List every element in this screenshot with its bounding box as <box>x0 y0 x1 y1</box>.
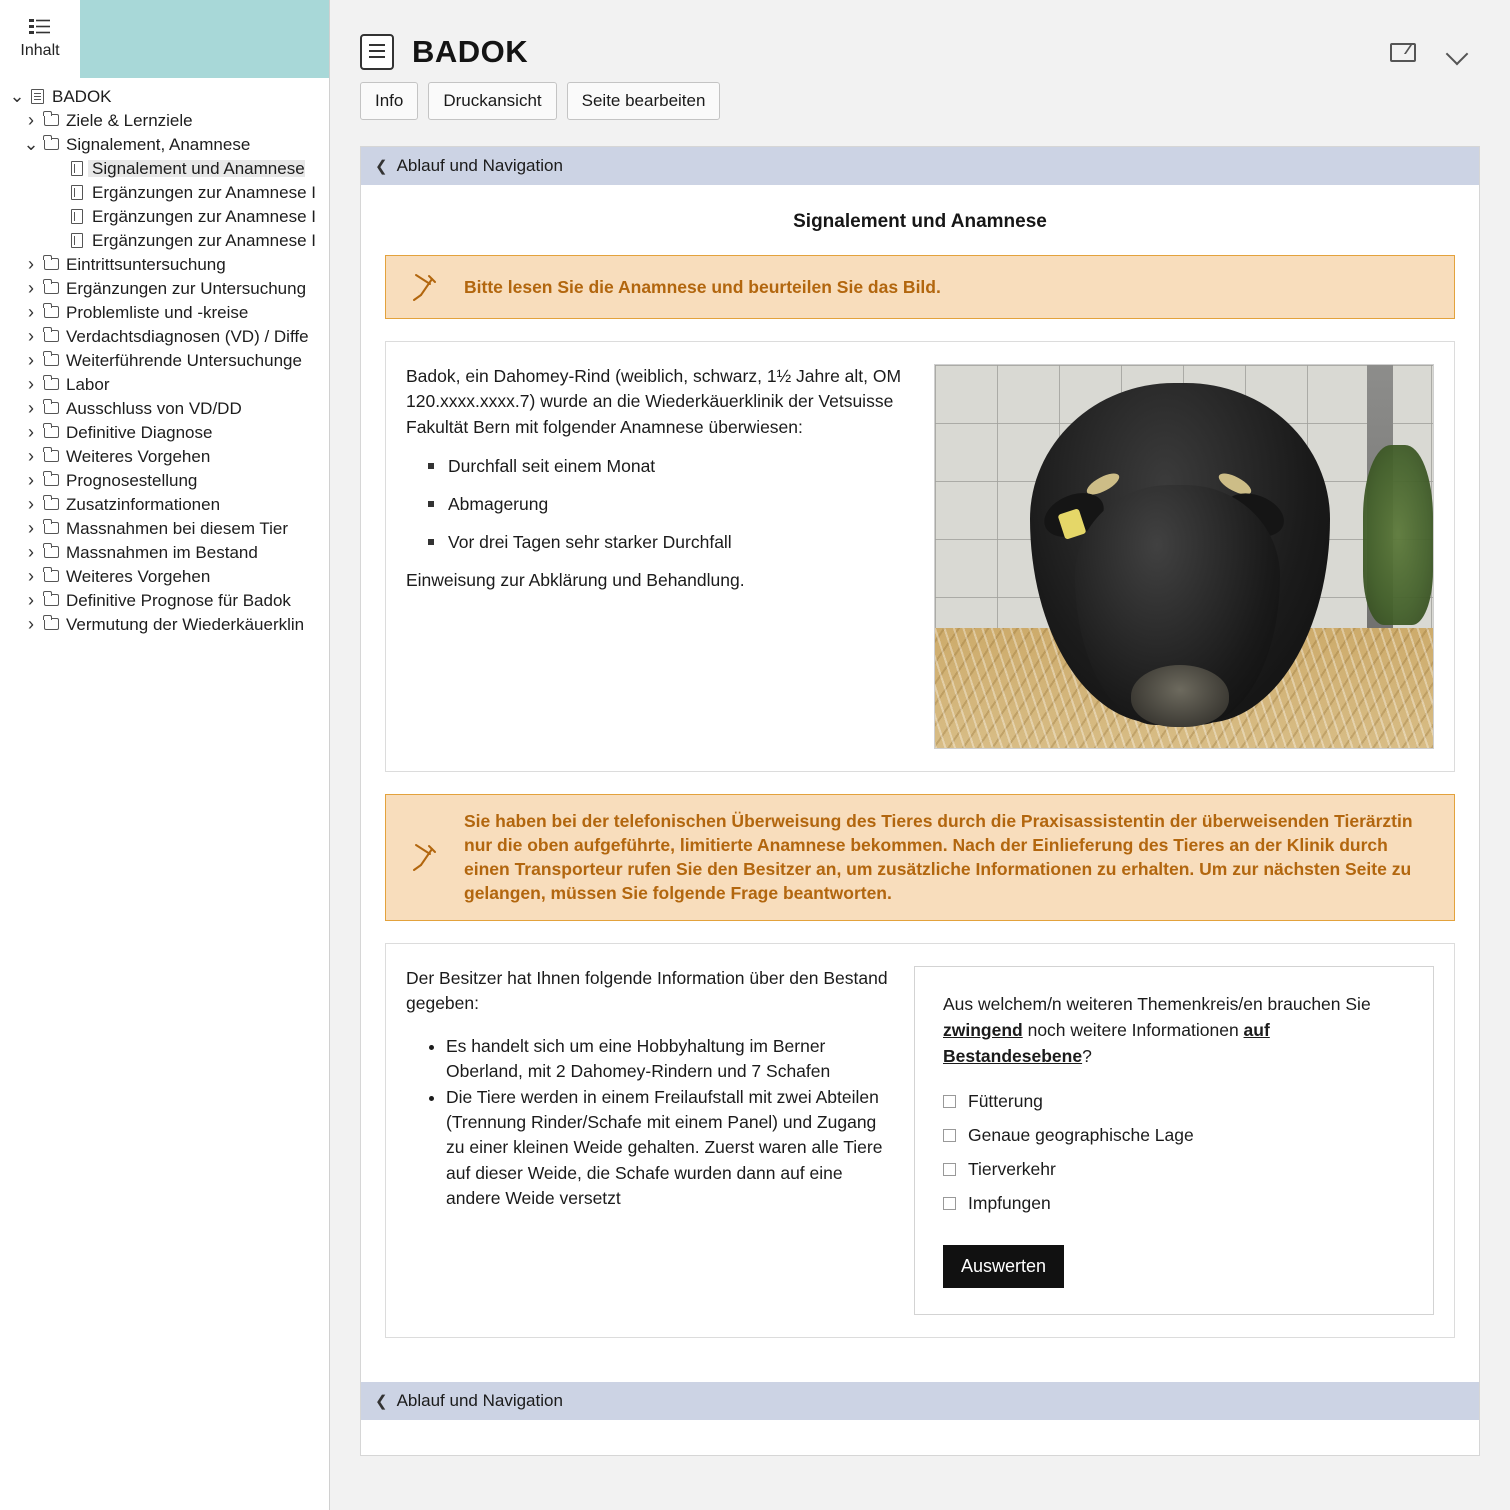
quiz-option-list <box>943 1091 1405 1214</box>
doc-icon <box>26 89 48 104</box>
anamnese-bullet: Abmagerung <box>428 492 910 517</box>
page-container <box>360 146 1480 1456</box>
quiz-option[interactable] <box>943 1125 1405 1146</box>
pin-icon-2 <box>404 840 446 874</box>
tree-item[interactable] <box>0 396 329 420</box>
tree-item-label: Problemliste und -kreise <box>66 302 249 322</box>
callout-phone-info-text: Sie haben bei der telefonischen Überweisung des Tieres durch die Praxisassistentin der überweisenden Tierärztin nur die oben aufgeführte, limitierte Anamnese bekommen. Nach der Einlieferung des Tieres an der Klinik durch einen Transporteur rufen Sie den Besitzer an, um zusätzliche Informationen zu erhalten. Um zur nächsten Seite zu gelangen, müssen Sie folgende Frage beantworten. <box>464 811 1413 904</box>
tree-item-label: Ergänzungen zur Untersuchung <box>66 278 307 298</box>
tree-item-label: Weiteres Vorgehen <box>66 446 211 466</box>
quiz-option-label: Fütterung <box>968 1091 1043 1112</box>
folder-icon <box>40 474 62 486</box>
checkbox[interactable] <box>943 1095 956 1108</box>
chevron-down-icon[interactable]: ⌄ <box>9 86 25 106</box>
tree-item[interactable] <box>0 180 329 204</box>
cow-photo <box>934 364 1434 749</box>
tree-item[interactable] <box>0 276 329 300</box>
checkbox[interactable] <box>943 1197 956 1210</box>
chevron-right-icon[interactable]: › <box>28 398 34 418</box>
tree-item-label: Definitive Prognose für Badok <box>66 590 291 610</box>
page-icon <box>66 209 88 224</box>
tree-item-label: Ergänzungen zur Anamnese I <box>92 182 316 202</box>
tree-item[interactable] <box>0 84 329 108</box>
folder-icon <box>40 498 62 510</box>
callout-read-instruction <box>385 255 1455 319</box>
mail-icon[interactable] <box>1390 43 1416 62</box>
tree-item[interactable] <box>0 228 329 252</box>
chevron-right-icon[interactable]: › <box>28 422 34 442</box>
folder-icon <box>40 546 62 558</box>
tree-item-label: Weiteres Vorgehen <box>66 566 211 586</box>
chevron-right-icon[interactable]: › <box>28 110 34 130</box>
callout-read-instruction-text: Bitte lesen Sie die Anamnese und beurteilen Sie das Bild. <box>464 276 941 297</box>
bestand-intro: Der Besitzer hat Ihnen folgende Information über den Bestand gegeben: <box>406 967 888 1013</box>
tree-item-label: Massnahmen bei diesem Tier <box>66 518 289 538</box>
quiz-box <box>914 966 1434 1316</box>
chevron-right-icon[interactable]: › <box>28 590 34 610</box>
folder-icon <box>40 522 62 534</box>
tree-item-label: Ziele & Lernziele <box>66 110 193 130</box>
chevron-right-icon[interactable]: › <box>28 326 34 346</box>
header-actions <box>1390 43 1480 62</box>
chevron-right-icon[interactable]: › <box>28 374 34 394</box>
folder-icon <box>40 570 62 582</box>
sidebar-accent-band <box>80 0 329 78</box>
nav-bar-bottom-label: Ablauf und Navigation <box>396 1391 563 1411</box>
nav-bar-top-label: Ablauf und Navigation <box>396 156 563 175</box>
quiz-prompt <box>943 991 1405 1070</box>
tree-item[interactable] <box>0 444 329 468</box>
folder-icon <box>40 450 62 462</box>
bestand-bullet: • Die Tiere werden in einem Freilaufstall mit zwei Abteilen (Trennung Rinder/Schafe mit einem Panel) und Zugang zu einer kleinen Weide gehalten. Zuerst waren alle Tiere auf dieser Weide, die Schafe wurden dann auf eine andere Weide versetzt <box>446 1085 890 1212</box>
page-title: BADOK <box>412 34 529 69</box>
anamnese-card <box>385 341 1455 772</box>
anamnese-closing: Einweisung zur Abklärung und Behandlung. <box>406 569 745 590</box>
page-toolbar <box>330 82 1510 120</box>
quiz-option-label: Genaue geographische Lage <box>968 1125 1194 1146</box>
sidebar-header <box>0 0 329 78</box>
tree-item[interactable] <box>0 564 329 588</box>
tree-item-label: Ergänzungen zur Anamnese I <box>92 230 316 250</box>
bestand-bullet: • Es handelt sich um eine Hobbyhaltung im Berner Oberland, mit 2 Dahomey-Rindern und 7 Schafen <box>446 1034 890 1085</box>
tree-item[interactable] <box>0 492 329 516</box>
quiz-prompt-part1: Aus welchem/n weiteren Themenkreis/en brauchen Sie <box>943 993 1371 1014</box>
content-tree[interactable] <box>0 78 329 636</box>
folder-icon <box>40 378 62 390</box>
chevron-down-icon[interactable] <box>1446 46 1470 58</box>
quiz-prompt-part3: ? <box>1082 1046 1092 1067</box>
chevron-right-icon[interactable]: › <box>28 614 34 634</box>
anamnese-intro: Badok, ein Dahomey-Rind (weiblich, schwarz, 1½ Jahre alt, OM 120.xxxx.xxxx.7) wurde an die Wiederkäuerklinik der Vetsuisse Fakultät Bern mit folgender Anamnese überwiesen: <box>406 366 902 437</box>
evaluate-button[interactable]: Auswerten <box>943 1245 1064 1288</box>
quiz-option[interactable] <box>943 1091 1405 1112</box>
folder-icon <box>40 138 62 150</box>
photo-plant <box>1363 445 1433 625</box>
chevron-right-icon[interactable]: › <box>28 494 34 514</box>
anamnese-bullet: Durchfall seit einem Monat <box>428 454 910 479</box>
tree-item-label: Zusatzinformationen <box>66 494 221 514</box>
chevron-right-icon[interactable]: › <box>28 254 34 274</box>
tree-item-label: Massnahmen im Bestand <box>66 542 258 562</box>
tree-item-label: Definitive Diagnose <box>66 422 213 442</box>
chevron-right-icon[interactable]: › <box>28 278 34 298</box>
content-heading: Signalement und Anamnese <box>793 211 1047 232</box>
tree-item-label: Signalement und Anamnese <box>88 160 305 177</box>
chevron-down-icon[interactable]: ⌄ <box>23 134 39 154</box>
quiz-option-label: Impfungen <box>968 1193 1051 1214</box>
question-card <box>385 943 1455 1339</box>
checkbox[interactable] <box>943 1163 956 1176</box>
anamnese-bullet: Vor drei Tagen sehr starker Durchfall <box>428 530 910 555</box>
anamnese-text <box>406 364 910 749</box>
pin-icon <box>404 270 446 304</box>
folder-icon <box>40 402 62 414</box>
tree-item[interactable] <box>0 300 329 324</box>
sidebar-tab-inhalt[interactable] <box>0 0 80 78</box>
folder-icon <box>40 594 62 606</box>
quiz-prompt-part2: noch weitere Informationen <box>1022 1019 1244 1040</box>
tree-item[interactable] <box>0 324 329 348</box>
tree-item[interactable] <box>0 516 329 540</box>
bestand-text <box>406 966 890 1316</box>
cow-muzzle <box>1131 665 1229 727</box>
page-content <box>361 185 1479 1358</box>
folder-icon <box>40 426 62 438</box>
anamnese-bullet-list <box>406 454 910 555</box>
sidebar <box>0 0 330 1510</box>
page-icon <box>66 185 88 200</box>
folder-icon <box>40 114 62 126</box>
tree-item[interactable] <box>0 252 329 276</box>
tree-item-label: Weiterführende Untersuchunge <box>66 350 302 370</box>
document-icon <box>360 34 394 70</box>
folder-icon <box>40 330 62 342</box>
page-icon <box>66 233 88 248</box>
chevron-right-icon[interactable]: › <box>28 446 34 466</box>
tree-item[interactable] <box>0 132 329 156</box>
tree-item-label: Ergänzungen zur Anamnese I <box>92 206 316 226</box>
checkbox[interactable] <box>943 1129 956 1142</box>
chevron-left-icon-bottom: ❮ <box>375 1393 388 1411</box>
page-icon <box>66 161 88 176</box>
tree-item[interactable] <box>0 108 329 132</box>
nav-bar-top[interactable] <box>361 147 1479 185</box>
folder-icon <box>40 618 62 630</box>
tree-item[interactable] <box>0 204 329 228</box>
quiz-prompt-bold2: auf Bestandesebene <box>943 1019 1270 1067</box>
nav-bar-bottom[interactable] <box>361 1382 1479 1420</box>
quiz-option[interactable] <box>943 1159 1405 1180</box>
chevron-right-icon[interactable]: › <box>28 518 34 538</box>
tree-item-label: Ausschluss von VD/DD <box>66 398 242 418</box>
quiz-option[interactable] <box>943 1193 1405 1214</box>
tree-item-label: Verdachtsdiagnosen (VD) / Diffe <box>66 326 309 346</box>
tree-item-label: BADOK <box>52 86 112 106</box>
tree-item-label: Signalement, Anamnese <box>66 134 251 154</box>
tree-item[interactable] <box>0 420 329 444</box>
tree-item-label: Prognosestellung <box>66 470 198 490</box>
folder-icon <box>40 258 62 270</box>
folder-icon <box>40 282 62 294</box>
tree-item-label: Eintrittsuntersuchung <box>66 254 226 274</box>
quiz-option-label: Tierverkehr <box>968 1159 1056 1180</box>
tree-item[interactable] <box>0 468 329 492</box>
tree-item[interactable] <box>0 588 329 612</box>
tree-item-label: Labor <box>66 374 110 394</box>
chevron-right-icon[interactable]: › <box>28 350 34 370</box>
info-button[interactable]: Info <box>360 82 418 120</box>
main-area <box>330 0 1510 1510</box>
tree-item[interactable] <box>0 348 329 372</box>
tree-item[interactable] <box>0 372 329 396</box>
chevron-left-icon: ❮ <box>375 158 388 175</box>
chevron-right-icon[interactable]: › <box>28 470 34 490</box>
chevron-right-icon[interactable]: › <box>28 302 34 322</box>
sidebar-tab-label: Inhalt <box>20 42 60 59</box>
print-view-button[interactable]: Druckansicht <box>428 82 556 120</box>
folder-icon <box>40 306 62 318</box>
callout-phone-info <box>385 794 1455 921</box>
chevron-right-icon[interactable]: › <box>28 542 34 562</box>
bestand-bullet-list <box>406 1034 890 1212</box>
folder-icon <box>40 354 62 366</box>
page-header <box>330 0 1510 86</box>
quiz-prompt-bold1: zwingend <box>943 1019 1023 1040</box>
edit-page-button[interactable]: Seite bearbeiten <box>567 82 721 120</box>
tree-item-label: Vermutung der Wiederkäuerklin <box>66 614 305 634</box>
tree-item[interactable] <box>0 540 329 564</box>
tree-item[interactable] <box>0 156 329 180</box>
chevron-right-icon[interactable]: › <box>28 566 34 586</box>
tree-item[interactable] <box>0 612 329 636</box>
list-icon <box>29 18 51 36</box>
